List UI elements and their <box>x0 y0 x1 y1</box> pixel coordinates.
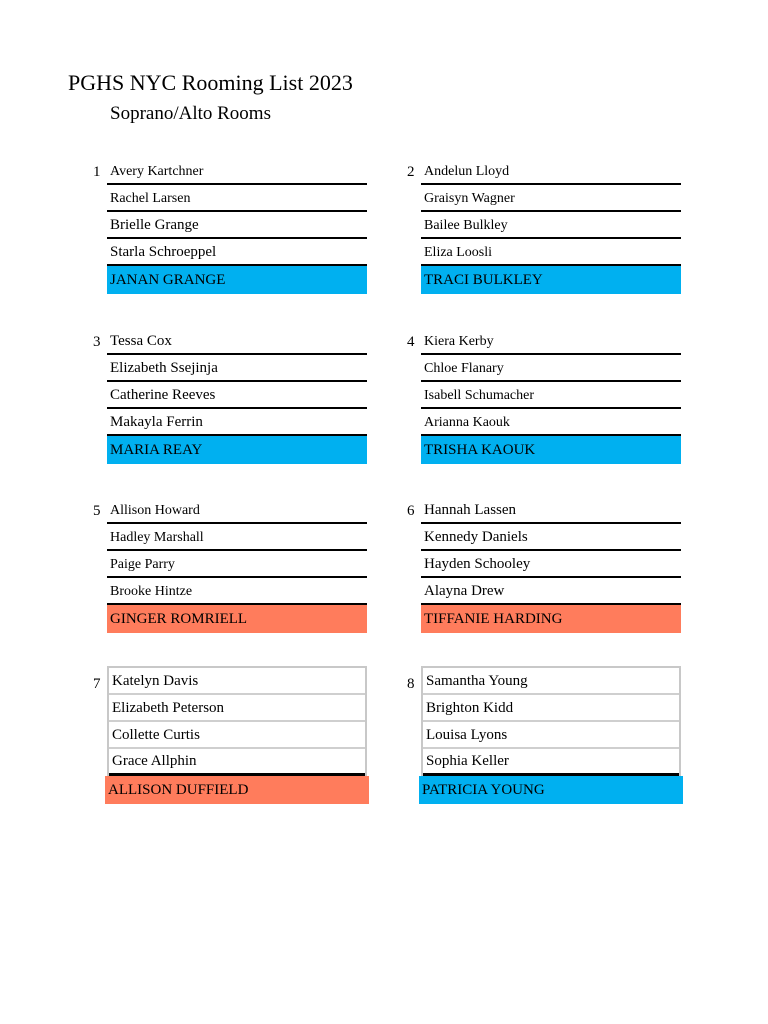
room-chaperone: TRISHA KAOUK <box>421 436 681 464</box>
room-member: Isabell Schumacher <box>421 382 681 409</box>
room-member: Graisyn Wagner <box>421 185 681 212</box>
room-member: Alayna Drew <box>421 578 681 605</box>
room-member: Elizabeth Ssejinja <box>107 355 367 382</box>
room-member: Kiera Kerby <box>421 328 681 355</box>
room-box <box>107 158 367 266</box>
room-box <box>107 497 367 605</box>
room-chaperone: ALLISON DUFFIELD <box>105 776 369 804</box>
room-chaperone: MARIA REAY <box>107 436 367 464</box>
room-member: Hannah Lassen <box>421 497 681 524</box>
room-member: Hadley Marshall <box>107 524 367 551</box>
room-member: Brielle Grange <box>107 212 367 239</box>
page-subtitle: Soprano/Alto Rooms <box>110 103 271 124</box>
room-member: Brooke Hintze <box>107 578 367 605</box>
room-box <box>421 158 681 266</box>
room-box <box>107 328 367 436</box>
room-number: 1 <box>93 164 101 180</box>
room-member: Hayden Schooley <box>421 551 681 578</box>
room-member: Makayla Ferrin <box>107 409 367 436</box>
page-title: PGHS NYC Rooming List 2023 <box>68 70 353 95</box>
room-member: Tessa Cox <box>107 328 367 355</box>
room-chaperone: PATRICIA YOUNG <box>419 776 683 804</box>
room-5 <box>93 497 367 633</box>
room-chaperone: GINGER ROMRIELL <box>107 605 367 633</box>
room-chaperone: JANAN GRANGE <box>107 266 367 294</box>
room-member: Sophia Keller <box>423 749 679 776</box>
room-member: Chloe Flanary <box>421 355 681 382</box>
room-member: Eliza Loosli <box>421 239 681 266</box>
room-member: Rachel Larsen <box>107 185 367 212</box>
room-member: Avery Kartchner <box>107 158 367 185</box>
room-3 <box>93 328 367 464</box>
room-1 <box>93 158 367 294</box>
room-member: Andelun Lloyd <box>421 158 681 185</box>
room-box <box>421 497 681 605</box>
room-chaperone: TRACI BULKLEY <box>421 266 681 294</box>
room-7 <box>93 666 367 804</box>
room-member: Elizabeth Peterson <box>109 695 365 722</box>
room-number: 3 <box>93 334 101 350</box>
room-number: 5 <box>93 503 101 519</box>
room-box <box>421 328 681 436</box>
room-number: 7 <box>93 676 101 692</box>
room-member: Katelyn Davis <box>109 668 365 695</box>
room-2 <box>407 158 681 294</box>
room-8 <box>407 666 681 804</box>
room-member: Louisa Lyons <box>423 722 679 749</box>
room-member: Catherine Reeves <box>107 382 367 409</box>
room-member: Collette Curtis <box>109 722 365 749</box>
room-member: Samantha Young <box>423 668 679 695</box>
room-member: Grace Allphin <box>109 749 365 776</box>
room-number: 8 <box>407 676 415 692</box>
room-box <box>421 666 681 776</box>
room-box <box>107 666 367 776</box>
room-member: Starla Schroeppel <box>107 239 367 266</box>
room-member: Bailee Bulkley <box>421 212 681 239</box>
room-member: Allison Howard <box>107 497 367 524</box>
room-4 <box>407 328 681 464</box>
room-member: Paige Parry <box>107 551 367 578</box>
room-member: Kennedy Daniels <box>421 524 681 551</box>
room-chaperone: TIFFANIE HARDING <box>421 605 681 633</box>
room-number: 6 <box>407 503 415 519</box>
room-member: Arianna Kaouk <box>421 409 681 436</box>
room-number: 2 <box>407 164 415 180</box>
room-member: Brighton Kidd <box>423 695 679 722</box>
room-number: 4 <box>407 334 415 350</box>
room-6 <box>407 497 681 633</box>
